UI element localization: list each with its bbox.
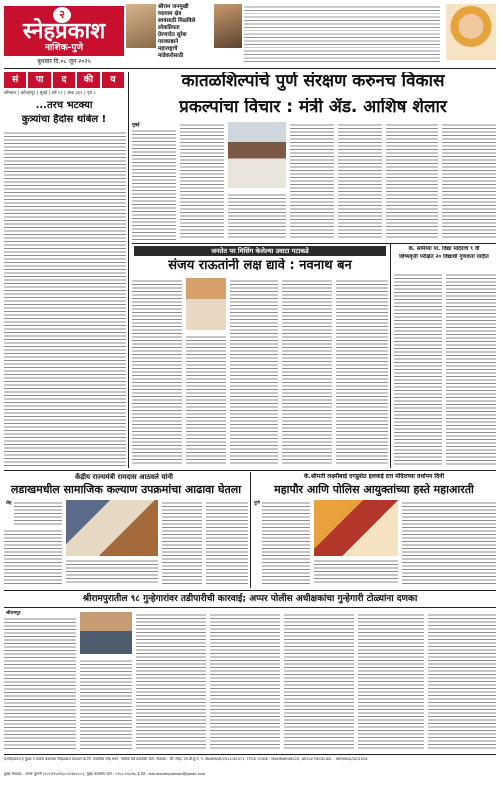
sampadakiya-label [4, 72, 124, 88]
promo-photo-saint [446, 4, 496, 60]
laxmi-dateline: पुणे [254, 501, 260, 506]
shrirampur-photo [80, 612, 132, 654]
promo-line-1: श्रीराम जनमुखी [158, 4, 189, 10]
lead-body-col-3 [228, 192, 286, 240]
shrirampur-dateline: श्रीरामपूर [6, 611, 21, 616]
footer-contact: मुख्य संपादक - जनक पुराणी (९५९५९१५४९६/८८३९३४२००२), मुख्य कार्यालय फोन : ०२५३-२२६३९७, ई-मेल : dainiksnehprakash@gmail.com [4, 772, 206, 776]
promo-line-2: व्यायाम क्षेत्र [158, 11, 182, 17]
lead-body-col-5 [338, 122, 382, 240]
raut-kicker: जनतेत पर मिसिंग केलेल्या उवाटा गटाकडे [134, 246, 386, 256]
edu-body-col-2 [446, 272, 496, 466]
editorial-body [4, 130, 126, 468]
athawale-body-col-1 [14, 500, 62, 526]
edu-body-col-1 [394, 272, 442, 466]
lead-body-col-7 [442, 122, 496, 240]
raut-body-col-4 [282, 278, 332, 466]
shrirampur-body-col-3 [136, 612, 206, 750]
athawale-headline: लडाखमधील सामाजिक कल्याण उपक्रमांचा आढावा घेतला [10, 483, 242, 496]
masthead-rule [4, 68, 496, 69]
laxmi-kicker: के.श्रीमती लक्ष्मीबाई दगडूशेठ हलवाई दत्त मंदिराच्या वर्धापन दिनी [303, 473, 445, 480]
laxmi-caption [314, 558, 398, 584]
athawale-body-col-3 [162, 500, 202, 584]
shrirampur-body-col-1 [4, 616, 76, 750]
laxmi-photo [314, 500, 398, 556]
sampadakiya-letter-4: की [77, 72, 99, 88]
lead-photo-minister [228, 122, 286, 188]
athawale-dateline: लेह [6, 501, 12, 506]
lead-body-col-1 [132, 128, 176, 240]
promo-line-6: पराकाष्ठाने [158, 39, 179, 45]
promo-line-3: स्वयंसाठी मिळविले [158, 18, 196, 24]
athawale-caption [66, 558, 158, 584]
footer-imprint: ई-स्नेहप्रकाश हे मुद्रक व मालक प्रकाशक स्नेहप्रकाश प्रकाशन प्रा.लि. कार्यालय स्नेह भवन, नाशिक येथे प्रकाशित केले. संपादक : सौ. स्नेहा. एम.डी.मुं.रु. नं. MAHMAR/2012/42371, TITLE CODE : MAHMAR40524, DECLE REGD.NO. : WR/MAG/02/2024 [4, 757, 368, 761]
raut-body-col-5 [336, 278, 388, 466]
lead-bottom-rule [132, 243, 496, 244]
shrirampur-body-col-6 [358, 612, 424, 750]
shrirampur-headline: श्रीरामपुरातील ९८ गुन्हेगारांवर तडीपारीची कारवाई; अप्पर पोलीस अधीक्षकांचा गुन्हेगारी टोळ्यांना दणका [4, 590, 496, 608]
laxmi-body-col-1 [262, 500, 310, 584]
promo-line-5: प्रेरणादेत सुरेश [158, 32, 187, 38]
shrirampur-body-col-7 [428, 612, 496, 750]
col-rule-2 [390, 244, 391, 468]
promo-line-4: लोकप्रियता [158, 25, 180, 31]
lead-headline-2: प्रकल्पांचा विचार : मंत्री ॲड. आशिष शेलार [179, 98, 447, 117]
sampadakiya-letter-2: पा [28, 72, 50, 88]
col-rule-3 [250, 472, 251, 588]
col-rule-1 [128, 72, 129, 468]
promo-line-7: महाराष्ट्राचे [158, 46, 178, 52]
promo-body-text [244, 4, 440, 64]
lead-dateline: मुंबई [132, 123, 140, 128]
footer-rule [4, 754, 496, 755]
promo-line-8: मांडेकरोसाठी [158, 53, 184, 59]
edu-headline-1: के. सोमैय्या या. विद्या मंदिरांचे ९ वी [408, 246, 480, 252]
masthead-edition: नाशिक-पुणे [44, 43, 84, 53]
shrirampur-body-col-2 [80, 658, 132, 750]
sampadakiya-letter-1: सं [4, 72, 26, 88]
athawale-body-col-2 [4, 528, 62, 584]
editorial-title-2: कुत्र्यांचा हैदोस थांबेल ! [21, 114, 107, 125]
promo-headline [158, 4, 214, 62]
athawale-body-col-4 [206, 500, 248, 584]
masthead-logo [4, 6, 124, 56]
raut-body-col-2 [186, 334, 226, 466]
masthead-title: स्नेहप्रकाश [22, 19, 106, 44]
athawale-photo [66, 500, 158, 556]
shrirampur-body-col-4 [210, 612, 280, 750]
raut-body-col-3 [230, 278, 278, 466]
lead-headline-1: कातळशिल्पांचे पुर्ण संरक्षण करुनच विकास [181, 72, 445, 91]
edu-headline-2: शिष्यवृत्ती परीक्षेत २० विद्यार्थी गुणवत्ता यादीत [399, 254, 489, 260]
date-line: बुधवार दि.०८ जून २०२५ [37, 58, 91, 65]
promo-photo-2 [214, 4, 242, 48]
sampadakiya-letter-3: द [53, 72, 75, 88]
lead-body-col-4 [290, 122, 334, 240]
sampadakiya-letter-5: य [102, 72, 124, 88]
mid-rule [4, 470, 496, 471]
raut-photo [186, 278, 226, 330]
info-strip: सोमवार | कोल्हापूर | मुंबई | वर्ष ०१ | अंक ३६२ | पृष्ठ ८ [4, 91, 96, 96]
athawale-kicker: केंद्रीय राज्यमंत्री रामदास आठवले यांनी [75, 473, 173, 481]
raut-headline: संजय राऊतांनी लक्ष द्यावे : नवनाथ बन [168, 258, 352, 273]
laxmi-body-col-2 [402, 500, 496, 584]
issue-number-badge: २ [53, 7, 71, 23]
lead-body-col-2 [180, 122, 224, 240]
lead-body-col-6 [386, 122, 438, 240]
shrirampur-body-col-5 [284, 612, 354, 750]
laxmi-headline: महापौर आणि पोलिस आयुक्तांच्या हस्ते महाआरती [274, 483, 474, 496]
raut-body-col-1 [132, 278, 182, 466]
promo-photo-1 [126, 4, 156, 48]
editorial-title-1: ...तरच भटक्या [35, 100, 93, 111]
